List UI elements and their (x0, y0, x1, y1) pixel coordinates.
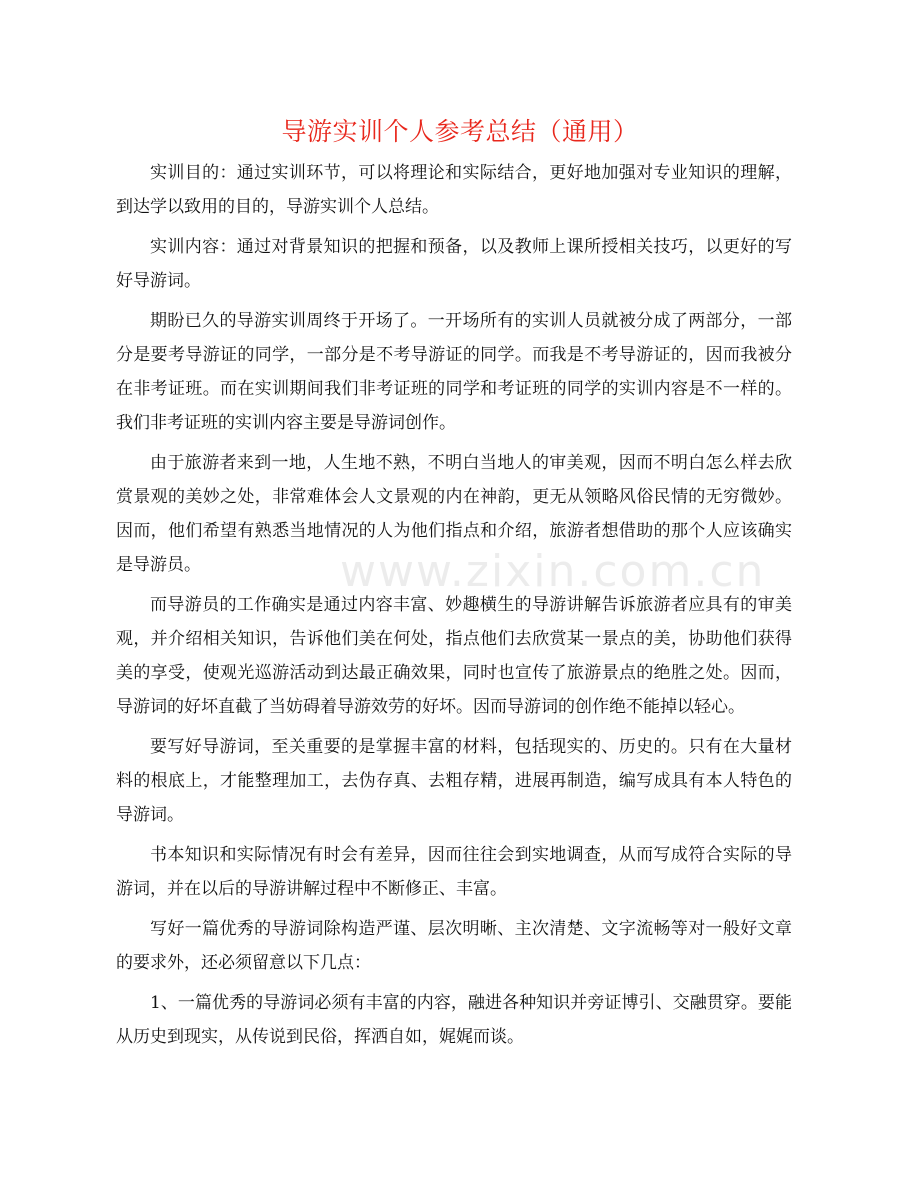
document-body (116, 156, 792, 1060)
paragraph: 书本知识和实际情况有时会有差异，因而往往会到实地调查，从而写成符合实际的导游词，并在以后的导游讲解过程中不断修正、丰富。 (116, 845, 792, 899)
paragraph: 而导游员的工作确实是通过内容丰富、妙趣横生的导游讲解告诉旅游者应具有的审美观，并介绍相关知识，告诉他们美在何处，指点他们去欣赏某一景点的美，协助他们获得美的享受，使观光巡游活动到达最正确效果，同时也宣传了旅游景点的绝胜之处。因而，导游词的好坏直截了当妨碍着导游效劳的好坏。因而导游词的创作绝不能掉以轻心。 (116, 595, 792, 717)
paragraph-purpose: 实训目的：通过实训环节，可以将理论和实际结合，更好地加强对专业知识的理解，到达学以致用的目的，导游实训个人总结。 (116, 163, 792, 217)
paragraph: 由于旅游者来到一地，人生地不熟，不明白当地人的审美观，因而不明白怎么样去欣赏景观的美妙之处，非常难体会人文景观的内在神韵，更无从领略风俗民情的无穷微妙。因而，他们希望有熟悉当地情况的人为他们指点和介绍，旅游者想借助的那个人应该确实是导游员。 (116, 453, 792, 575)
paragraph-content: 实训内容：通过对背景知识的把握和预备，以及教师上课所授相关技巧，以更好的写好导游词。 (116, 237, 792, 291)
paragraph: 写好一篇优秀的导游词除构造严谨、层次明晰、主次清楚、文字流畅等对一般好文章的要求外，还必须留意以下几点： (116, 919, 792, 973)
paragraph-point-1: 1、一篇优秀的导游词必须有丰富的内容，融进各种知识并旁证博引、交融贯穿。要能从历史到现实，从传说到民俗，挥洒自如，娓娓而谈。 (116, 993, 792, 1047)
watermark: www.zixin.com.cn (340, 546, 766, 597)
paragraph: 要写好导游词，至关重要的是掌握丰富的材料，包括现实的、历史的。只有在大量材料的根底上，才能整理加工，去伪存真、去粗存精，进展再制造，编写成具有本人特色的导游词。 (116, 737, 792, 825)
document-title: 导游实训个人参考总结（通用） (281, 117, 639, 146)
paragraph: 期盼已久的导游实训周终于开场了。一开场所有的实训人员就被分成了两部分，一部分是要考导游证的同学，一部分是不考导游证的同学。而我是不考导游证的，因而我被分在非考证班。而在实训期间我们非考证班的同学和考证班的同学的实训内容是不一样的。我们非考证班的实训内容主要是导游词创作。 (116, 311, 792, 433)
